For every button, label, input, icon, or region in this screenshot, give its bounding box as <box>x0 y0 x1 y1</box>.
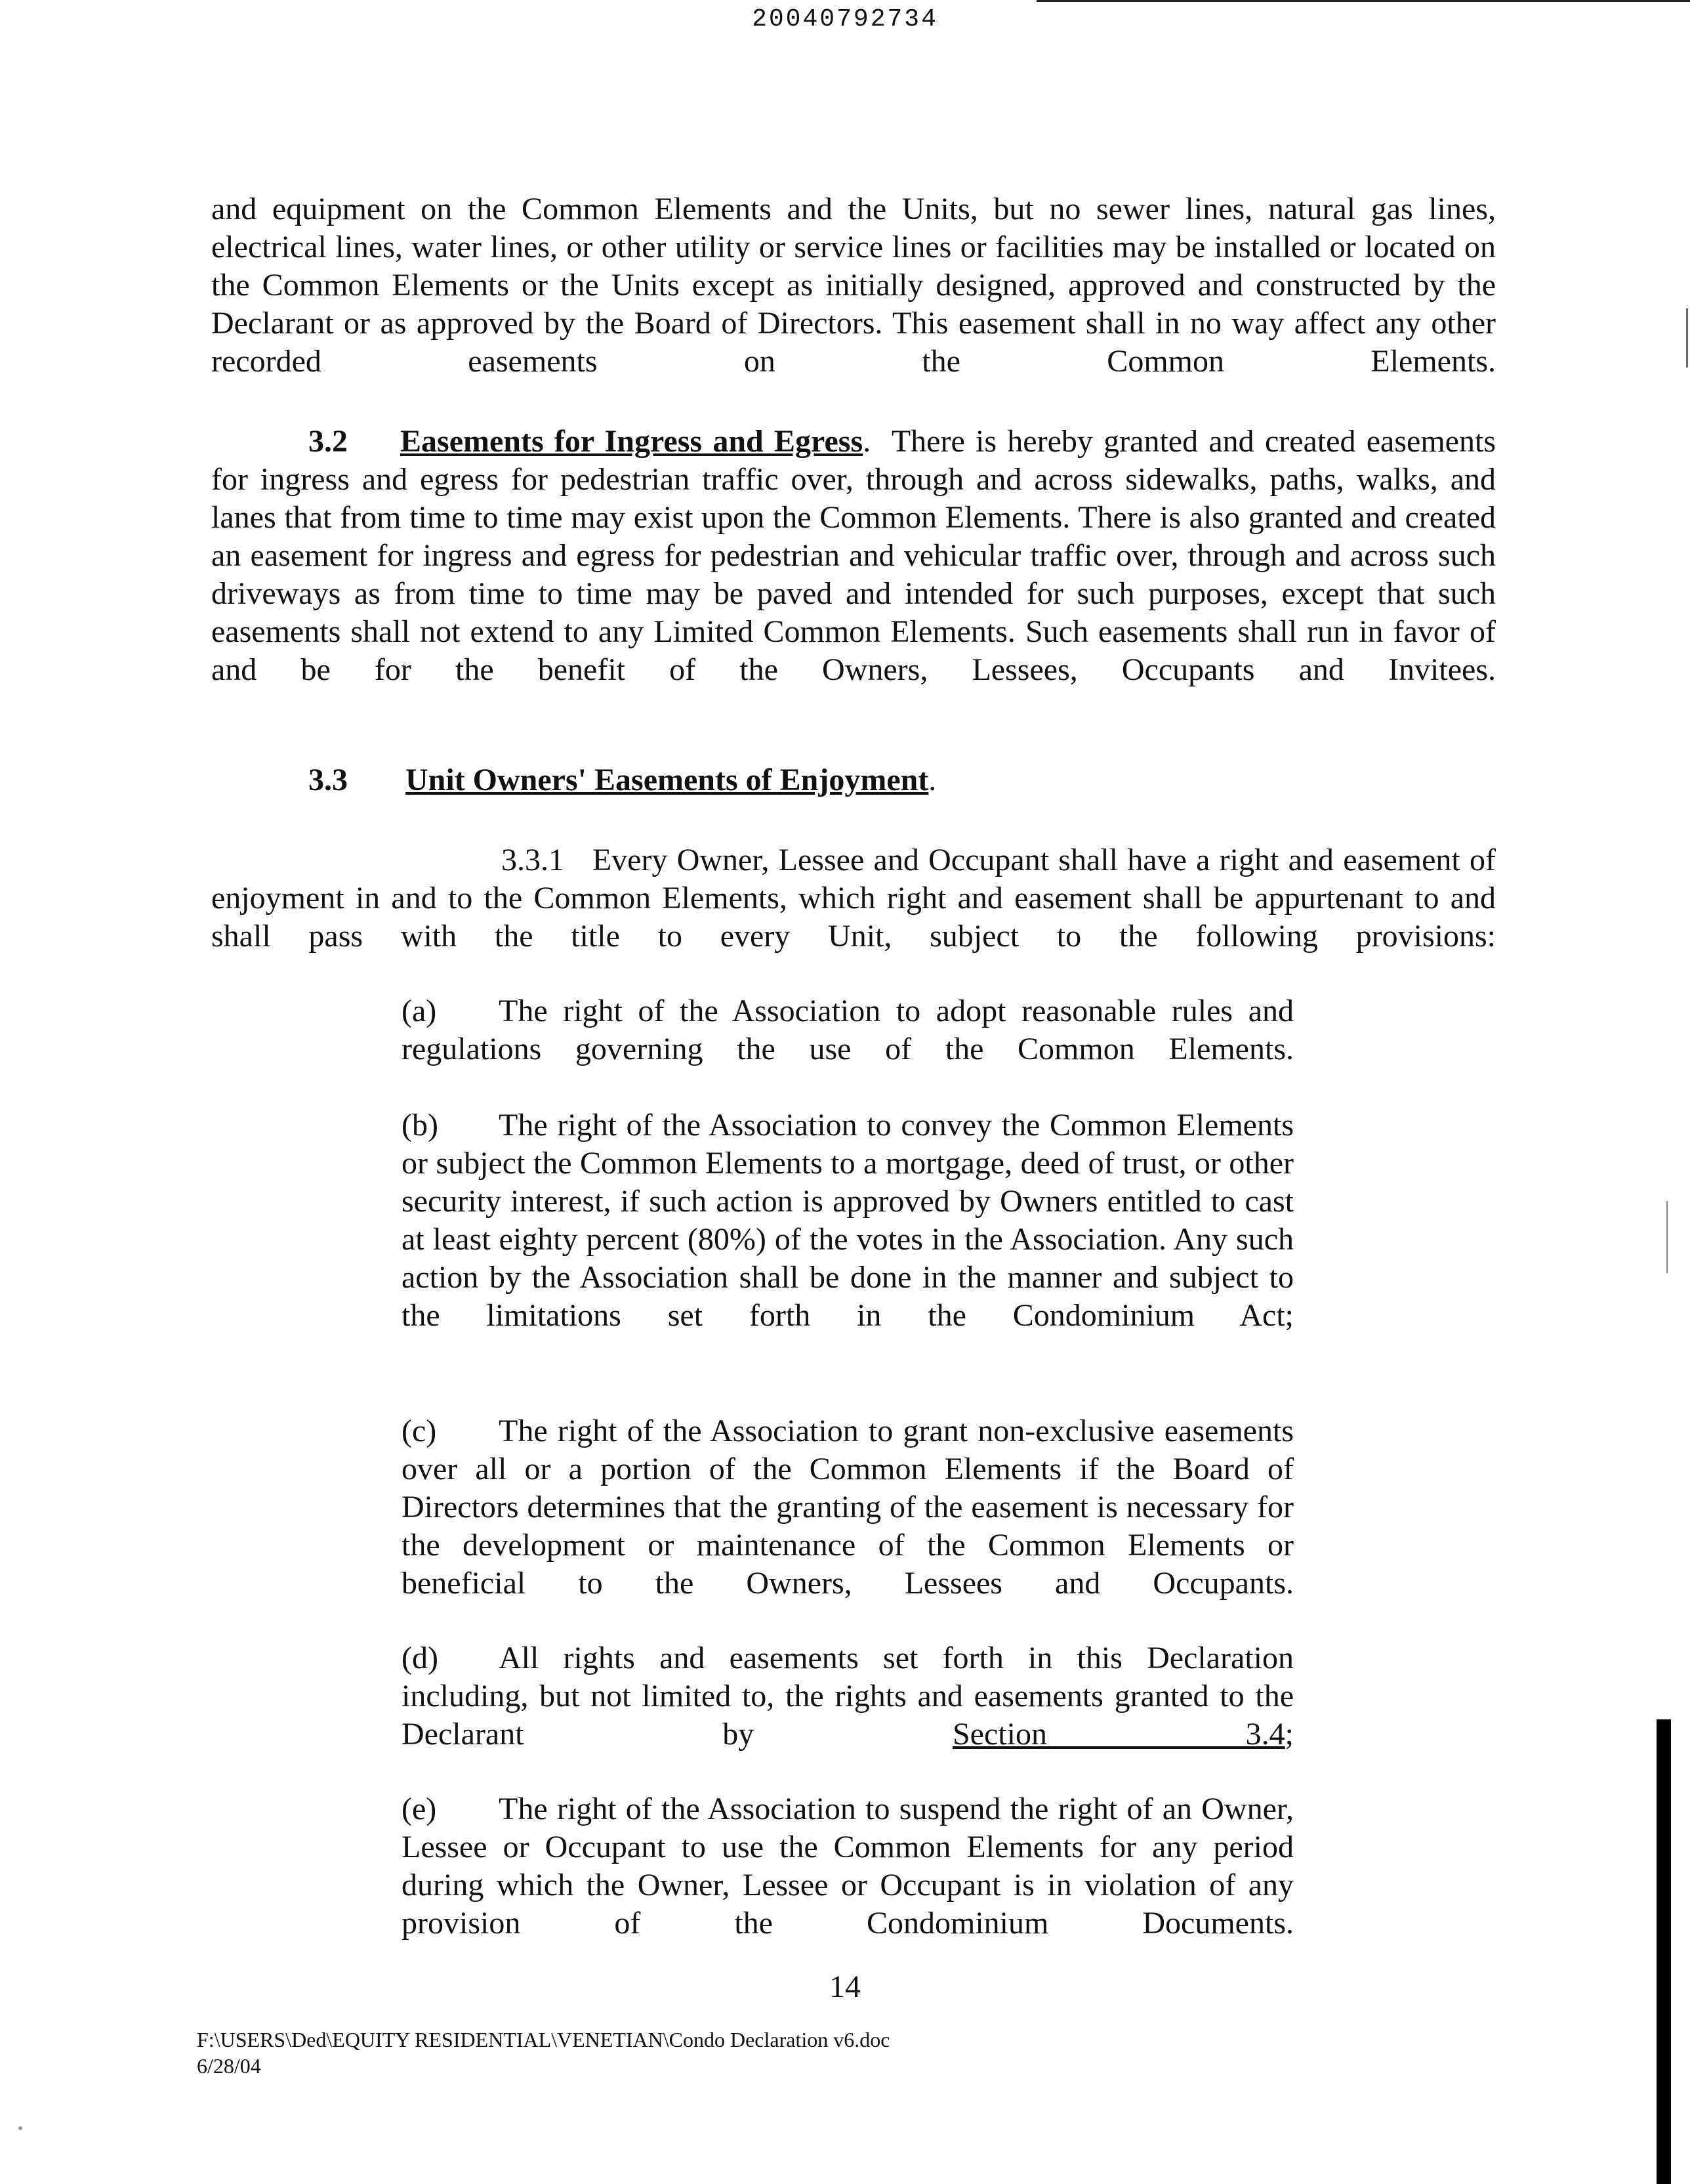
provision-text: The right of the Association to suspend the right of an Owner, Lessee or Occupant to use the Common Elements for any period during which the Owner, Lessee or Occupant is in violation of any provision of the Condominium Documents. <box>402 1792 1294 1941</box>
section-3-2-number: 3.2 <box>308 424 348 459</box>
footer-date: 6/28/04 <box>197 2054 261 2078</box>
provision-text: The right of the Association to convey the Common Elements or subject the Common Elements to a mortgage, deed of trust, or other security interest, if such action is approved by Owners entitled to cast at least eighty percent (80%) of the votes in the Association. Any such action by the Association shall be done in the manner and subject to the limitations set forth in the Condominium Act; <box>402 1108 1294 1333</box>
scan-speck <box>18 2126 22 2130</box>
provision-text: All rights and easements set forth in this Declaration including, but not limited to, the rights and easements granted to the Declarant by <box>402 1641 1294 1752</box>
section-3-3-heading: 3.3 Unit Owners' Easements of Enjoyment. <box>308 761 936 799</box>
paragraph-continuation: and equipment on the Common Elements and the Units, but no sewer lines, natural gas lines, electrical lines, water lines, or other utility or service lines or facilities may be installed or located on the Common Elements or the Units except as initially designed, approved and constructed by the Declarant or as approved by the Board of Directors. This easement shall in no way affect any other recorded easements on the Common Elements. <box>211 192 1496 379</box>
section-3-3-1 <box>211 841 1496 994</box>
provision-c <box>402 1412 1294 1641</box>
section-3-2-title: Easements for Ingress and Egress <box>400 424 863 459</box>
scan-edge-mark <box>1666 1201 1668 1273</box>
provision-d <box>402 1639 1294 1792</box>
page-number: 14 <box>829 1969 861 2004</box>
provision-text: The right of the Association to adopt reasonable rules and regulations governing the use of the Common Elements. <box>402 994 1294 1066</box>
section-3-3-title: Unit Owners' Easements of Enjoyment <box>405 763 929 797</box>
provision-text: The right of the Association to grant non-exclusive easements over all or a portion of the Common Elements if the Board of Directors determines that the granting of the easement is necessary for the development or maintenance of the Common Elements or beneficial to the Owners, Lessees and Occupants. <box>402 1414 1294 1601</box>
provision-label: (d) <box>402 1641 438 1675</box>
top-rule <box>1037 0 1690 2</box>
provision-text-end: ; <box>1285 1717 1294 1752</box>
section-3-2: 3.2 Easements for Ingress and Egress. There is hereby granted and created easements for ingress and egress for pedestrian traffic over, through and across sidewalks, paths, walks, and lanes that from time to time may exist upon the Common Elements. There is also granted and created an easement for ingress and egress for pedestrian and vehicular traffic over, through and across such driveways as from time to time may be paved and intended for such purposes, except that such easements shall not extend to any Limited Common Elements. Such easements shall run in favor of and be for the benefit of the Owners, Lessees, Occupants and Invitees. <box>211 424 1496 687</box>
provision-e <box>402 1790 1294 1981</box>
section-3-3-1-body: Every Owner, Lessee and Occupant shall have a right and easement of enjoyment in and to the Common Elements, which right and easement shall be appurtenant to and shall pass with the title to every Unit, subject to the following provisions: <box>211 843 1496 954</box>
provision-label: (c) <box>402 1414 437 1448</box>
section-3-3-1-number: 3.3.1 <box>501 843 564 877</box>
provision-label: (e) <box>402 1792 437 1826</box>
scan-edge-bar <box>1657 1719 1671 2184</box>
file-path: F:\USERS\Ded\EQUITY RESIDENTIAL\VENETIAN\Condo Declaration v6.doc <box>197 2028 890 2051</box>
footer <box>197 2026 890 2079</box>
scan-edge-mark <box>1686 308 1688 368</box>
provision-label: (a) <box>402 994 437 1028</box>
document-number: 20040792734 <box>752 5 938 33</box>
provision-a <box>402 992 1294 1106</box>
section-3-3-number: 3.3 <box>308 763 348 797</box>
section-3-2-body: There is hereby granted and created easements for ingress and egress for pedestrian traffic over, through and across sidewalks, paths, walks, and lanes that from time to time may exist upon the Common Elements. There is also granted and created an easement for ingress and egress for pedestrian and vehicular traffic over, through and across such driveways as from time to time may be paved and intended for such purposes, except that such easements shall not extend to any Limited Common Elements. Such easements shall run in favor of and be for the benefit of the Owners, Lessees, Occupants and Invitees. <box>211 424 1496 687</box>
provision-label: (b) <box>402 1108 438 1143</box>
provision-b <box>402 1106 1294 1373</box>
section-reference-link[interactable]: Section 3.4 <box>952 1717 1285 1752</box>
